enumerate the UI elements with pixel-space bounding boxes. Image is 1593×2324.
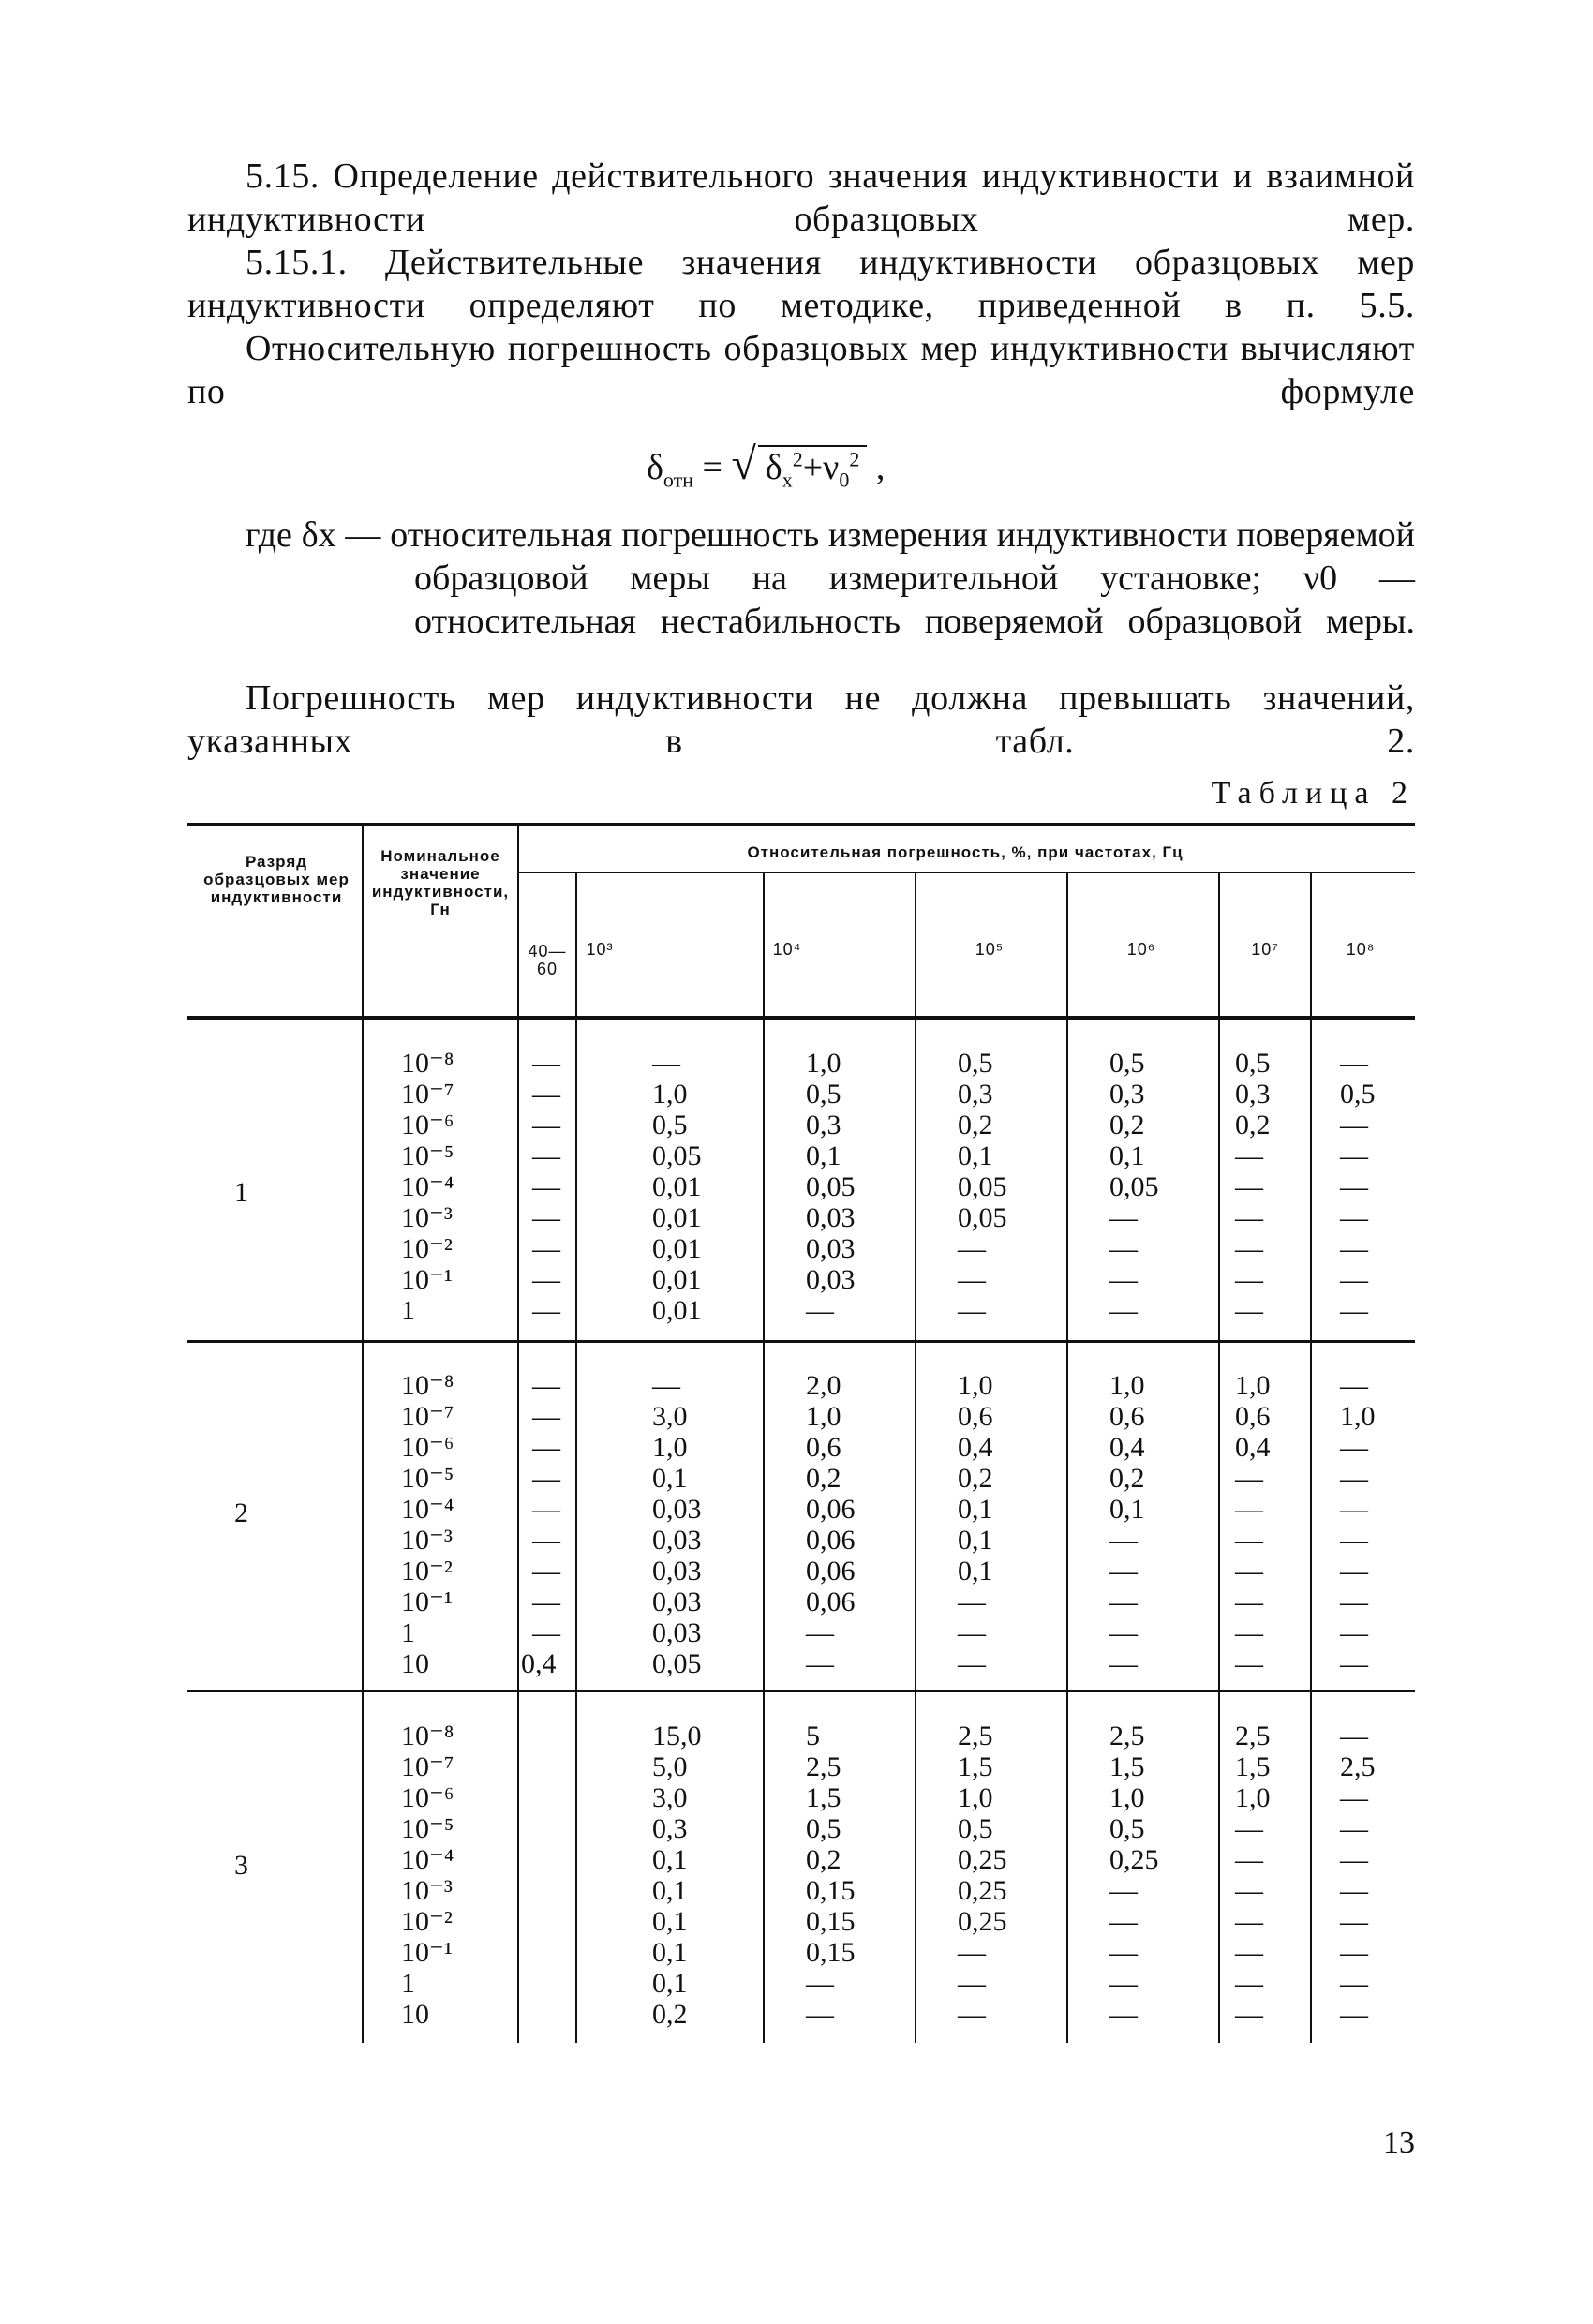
g2-f1e3-7: 0,03 xyxy=(652,1587,702,1617)
g3-f1e6-3: 0,5 xyxy=(1109,1813,1145,1844)
g2-f40-0: — xyxy=(532,1370,560,1401)
vrule-1 xyxy=(362,825,364,2043)
g3-f1e7-1: 1,5 xyxy=(1235,1751,1271,1782)
header-freq-1e7: 10⁷ xyxy=(1251,940,1279,959)
g3-nominal-5: 10⁻³ xyxy=(401,1875,453,1906)
g2-f1e8-0: — xyxy=(1340,1370,1368,1401)
g2-f1e5-7: — xyxy=(958,1587,986,1617)
g3-f1e7-col xyxy=(1235,1721,1271,2030)
g3-f1e7-7: — xyxy=(1235,1937,1263,1968)
g3-f1e5-1: 1,5 xyxy=(958,1751,993,1782)
g3-f1e8-5: — xyxy=(1340,1875,1368,1906)
g2-f1e3-6: 0,03 xyxy=(652,1556,702,1587)
g2-f1e4-0: 2,0 xyxy=(806,1370,841,1401)
g3-f1e8-7: — xyxy=(1340,1937,1368,1968)
g1-f1e6-3: 0,1 xyxy=(1109,1140,1145,1171)
formula-plus: + xyxy=(802,448,824,487)
g1-f1e3-5: 0,01 xyxy=(652,1202,702,1233)
g2-f1e8-3: — xyxy=(1340,1463,1368,1494)
g3-f1e5-2: 1,0 xyxy=(958,1782,993,1813)
g2-f1e8-7: — xyxy=(1340,1587,1368,1617)
g1-f1e8-4: — xyxy=(1340,1171,1368,1202)
g1-nominal-5: 10⁻³ xyxy=(401,1202,453,1233)
g1-nominal-0: 10⁻⁸ xyxy=(401,1048,454,1079)
g1-f1e5-0: 0,5 xyxy=(958,1048,993,1079)
g2-nominal-9: 10 xyxy=(401,1648,429,1679)
g3-f1e4-col xyxy=(806,1721,856,2030)
g2-f1e7-5: — xyxy=(1235,1525,1263,1556)
header-freq-1e8: 10⁸ xyxy=(1346,940,1376,959)
g3-f1e7-9: — xyxy=(1235,1999,1263,2030)
g2-f1e4-6: 0,06 xyxy=(806,1556,856,1587)
g1-f1e8-3: — xyxy=(1340,1140,1368,1171)
g2-f1e5-3: 0,2 xyxy=(958,1463,993,1494)
g3-f1e5-8: — xyxy=(958,1968,986,1999)
g2-f1e4-col xyxy=(806,1370,856,1679)
g1-f1e3-4: 0,01 xyxy=(652,1171,702,1202)
g3-f1e3-1: 5,0 xyxy=(652,1751,688,1782)
g3-nominal-6: 10⁻² xyxy=(401,1906,453,1937)
g2-f1e4-5: 0,06 xyxy=(806,1525,856,1556)
formula-root-sign: √ xyxy=(731,439,756,489)
g2-f40-7: — xyxy=(532,1587,560,1617)
g1-f1e5-2: 0,2 xyxy=(958,1110,993,1140)
g3-f1e8-6: — xyxy=(1340,1906,1368,1937)
g1-f1e5-5: 0,05 xyxy=(958,1202,1007,1233)
g3-nominal-0: 10⁻⁸ xyxy=(401,1721,454,1751)
g1-nominal-2: 10⁻⁶ xyxy=(401,1110,454,1140)
g1-f40-1: — xyxy=(532,1079,560,1110)
header-freq-1e6: 10⁶ xyxy=(1126,940,1156,959)
g1-f1e5-8: — xyxy=(958,1295,986,1326)
g3-f1e6-8: — xyxy=(1109,1968,1138,1999)
g2-f1e3-col xyxy=(652,1370,702,1679)
g2-f1e7-6: — xyxy=(1235,1556,1263,1587)
g3-f1e7-5: — xyxy=(1235,1875,1263,1906)
g2-f1e5-col xyxy=(958,1370,993,1679)
g3-f1e5-4: 0,25 xyxy=(958,1844,1007,1875)
g2-nominal-8: 1 xyxy=(401,1617,415,1648)
vrule-3 xyxy=(575,873,577,2043)
g2-f1e3-2: 1,0 xyxy=(652,1432,688,1463)
g3-f1e8-2: — xyxy=(1340,1782,1368,1813)
g1-f1e8-8: — xyxy=(1340,1295,1368,1326)
g2-nominal-0: 10⁻⁸ xyxy=(401,1370,454,1401)
g1-f1e7-3: — xyxy=(1235,1140,1263,1171)
g2-f1e7-9: — xyxy=(1235,1648,1263,1679)
g2-f40-9: 0,4 xyxy=(521,1648,557,1679)
g2-f1e8-4: — xyxy=(1340,1494,1368,1525)
formula-equals: = xyxy=(702,448,722,487)
g3-f1e3-9: 0,2 xyxy=(652,1999,688,2030)
g1-f1e8-1: 0,5 xyxy=(1340,1079,1376,1110)
g1-f1e4-7: 0,03 xyxy=(806,1264,856,1295)
g2-f1e3-0: — xyxy=(652,1370,680,1401)
g3-f1e7-8: — xyxy=(1235,1968,1263,1999)
g2-f1e7-0: 1,0 xyxy=(1235,1370,1271,1401)
vrule-7 xyxy=(1218,873,1220,2043)
g2-f40-2: — xyxy=(532,1432,560,1463)
g3-f1e6-col xyxy=(1109,1721,1159,2030)
g1-f1e7-2: 0,2 xyxy=(1235,1110,1271,1140)
g1-f1e3-0: — xyxy=(652,1048,680,1079)
g1-f1e7-4: — xyxy=(1235,1171,1263,1202)
g3-f1e4-0: 5 xyxy=(806,1721,820,1751)
g2-f1e3-8: 0,03 xyxy=(652,1617,702,1648)
g1-f40-6: — xyxy=(532,1233,560,1264)
g3-nominal-3: 10⁻⁵ xyxy=(401,1813,454,1844)
g3-f1e4-2: 1,5 xyxy=(806,1782,841,1813)
g2-f1e4-2: 0,6 xyxy=(806,1432,841,1463)
rank-1-label: 1 xyxy=(234,1177,248,1208)
header-rank: Разряд образцовых мер индуктивности xyxy=(203,853,350,906)
g3-nominal-9: 10 xyxy=(401,1999,429,2030)
g1-nominal-col xyxy=(401,1048,454,1326)
g1-nominal-3: 10⁻⁵ xyxy=(401,1140,454,1171)
g1-f1e6-5: — xyxy=(1109,1202,1138,1233)
g1-nominal-4: 10⁻⁴ xyxy=(401,1171,454,1202)
text-block xyxy=(187,155,1415,413)
rank-3-label: 3 xyxy=(234,1850,248,1881)
g2-f1e5-8: — xyxy=(958,1617,986,1648)
g2-f1e4-8: — xyxy=(806,1617,834,1648)
text-block-2 xyxy=(187,677,1415,763)
g1-f1e4-6: 0,03 xyxy=(806,1233,856,1264)
g1-f1e3-6: 0,01 xyxy=(652,1233,702,1264)
g2-f1e3-1: 3,0 xyxy=(652,1401,688,1432)
g2-f40-8: — xyxy=(532,1617,560,1648)
g2-f1e4-9: — xyxy=(806,1648,834,1679)
g2-f40-col xyxy=(521,1370,560,1679)
g2-f1e5-4: 0,1 xyxy=(958,1494,993,1525)
header-freq-1e4: 10⁴ xyxy=(772,940,802,959)
g1-f1e4-col xyxy=(806,1048,856,1326)
group2-bottom-rule xyxy=(187,1690,1415,1692)
g1-f1e8-col xyxy=(1340,1048,1376,1326)
g1-f1e6-6: — xyxy=(1109,1233,1138,1264)
group-header-rule xyxy=(517,872,1415,873)
g3-f1e4-9: — xyxy=(806,1999,834,2030)
g2-f1e8-9: — xyxy=(1340,1648,1368,1679)
paragraph-5-15-1: 5.15.1. Действительные значения индуктивности образцовых мер индуктивности определяют по методике, приведенной в п. 5.5. xyxy=(187,243,1415,325)
g3-f1e5-3: 0,5 xyxy=(958,1813,993,1844)
g1-f1e6-8: — xyxy=(1109,1295,1138,1326)
g2-f1e8-6: — xyxy=(1340,1556,1368,1587)
paragraph-5-15: 5.15. Определение действительного значения индуктивности и взаимной индуктивности образцовых мер. xyxy=(187,156,1415,239)
g1-f40-8: — xyxy=(532,1295,560,1326)
g1-f1e6-7: — xyxy=(1109,1264,1138,1295)
g3-f1e8-3: — xyxy=(1340,1813,1368,1844)
g3-f1e4-4: 0,2 xyxy=(806,1844,841,1875)
g3-f1e8-1: 2,5 xyxy=(1340,1751,1376,1782)
g3-f1e5-col xyxy=(958,1721,1007,2030)
g2-nominal-2: 10⁻⁶ xyxy=(401,1432,454,1463)
rank-2-label: 2 xyxy=(234,1497,248,1528)
g3-f1e6-6: — xyxy=(1109,1906,1138,1937)
g2-f1e7-3: — xyxy=(1235,1463,1263,1494)
g3-f1e3-col xyxy=(652,1721,702,2030)
g1-nominal-6: 10⁻² xyxy=(401,1233,453,1264)
g3-f1e6-1: 1,5 xyxy=(1109,1751,1145,1782)
g1-f1e7-8: — xyxy=(1235,1295,1263,1326)
g1-f1e5-1: 0,3 xyxy=(958,1079,993,1110)
g2-f1e8-8: — xyxy=(1340,1617,1368,1648)
g1-f1e6-2: 0,2 xyxy=(1109,1110,1145,1140)
g1-f1e4-3: 0,1 xyxy=(806,1140,841,1171)
formula-b-sub: 0 xyxy=(839,468,850,492)
g3-f1e4-8: — xyxy=(806,1968,834,1999)
g2-f1e4-4: 0,06 xyxy=(806,1494,856,1525)
where-text: где δx — относительная погрешность измерения индуктивности поверяемой образцовой меры на измерительной установке; ν0 — относительная нестабильность поверяемой образцовой меры. xyxy=(246,515,1415,641)
g3-f1e8-col xyxy=(1340,1721,1376,2030)
header-freq-40-60: 40—60 xyxy=(528,942,567,978)
g3-f1e6-4: 0,25 xyxy=(1109,1844,1159,1875)
page-number: 13 xyxy=(1383,2125,1415,2160)
g1-f1e6-0: 0,5 xyxy=(1109,1048,1145,1079)
g2-nominal-col xyxy=(401,1370,454,1679)
formula-a-sub: x xyxy=(782,468,793,492)
g1-f1e7-col xyxy=(1235,1048,1271,1326)
g1-f1e5-6: — xyxy=(958,1233,986,1264)
g2-f1e3-5: 0,03 xyxy=(652,1525,702,1556)
g2-f40-6: — xyxy=(532,1556,560,1587)
g1-f1e4-8: — xyxy=(806,1295,834,1326)
g1-f1e4-1: 0,5 xyxy=(806,1079,841,1110)
g3-nominal-2: 10⁻⁶ xyxy=(401,1782,454,1813)
g2-f1e5-0: 1,0 xyxy=(958,1370,993,1401)
g2-f1e7-7: — xyxy=(1235,1587,1263,1617)
g3-f1e3-3: 0,3 xyxy=(652,1813,688,1844)
g3-nominal-col xyxy=(401,1721,454,2030)
formula-a: δ xyxy=(765,448,782,487)
g2-f40-4: — xyxy=(532,1494,560,1525)
g3-f1e3-0: 15,0 xyxy=(652,1721,702,1751)
g2-f1e6-6: — xyxy=(1109,1556,1138,1587)
g1-f1e6-4: 0,05 xyxy=(1109,1171,1159,1202)
g1-f1e7-7: — xyxy=(1235,1264,1263,1295)
g2-f1e8-1: 1,0 xyxy=(1340,1401,1376,1432)
g1-f1e4-5: 0,03 xyxy=(806,1202,856,1233)
formula-lhs: δ xyxy=(647,448,663,487)
g3-f1e5-5: 0,25 xyxy=(958,1875,1007,1906)
g3-nominal-7: 10⁻¹ xyxy=(401,1937,453,1968)
g1-f1e4-0: 1,0 xyxy=(806,1048,841,1079)
g1-f40-7: — xyxy=(532,1264,560,1295)
g1-f40-3: — xyxy=(532,1140,560,1171)
g2-f1e6-9: — xyxy=(1109,1648,1138,1679)
g2-f1e6-4: 0,1 xyxy=(1109,1494,1145,1525)
g2-f40-3: — xyxy=(532,1463,560,1494)
g1-nominal-1: 10⁻⁷ xyxy=(401,1079,454,1110)
g3-f1e7-2: 1,0 xyxy=(1235,1782,1271,1813)
g1-f1e7-5: — xyxy=(1235,1202,1263,1233)
g1-f40-2: — xyxy=(532,1110,560,1140)
g1-f1e3-2: 0,5 xyxy=(652,1110,688,1140)
header-bottom-rule xyxy=(187,1016,1415,1020)
header-nominal: Номинальное значение индуктивности, Гн xyxy=(371,847,510,918)
g2-f1e4-7: 0,06 xyxy=(806,1587,856,1617)
g2-f1e6-3: 0,2 xyxy=(1109,1463,1145,1494)
g3-f1e6-7: — xyxy=(1109,1937,1138,1968)
g1-f1e6-1: 0,3 xyxy=(1109,1079,1145,1110)
vrule-4 xyxy=(763,873,765,2043)
g1-f1e4-2: 0,3 xyxy=(806,1110,841,1140)
g3-f1e5-7: — xyxy=(958,1937,986,1968)
g3-f1e3-2: 3,0 xyxy=(652,1782,688,1813)
g3-f1e3-8: 0,1 xyxy=(652,1968,688,1999)
g2-f1e6-8: — xyxy=(1109,1617,1138,1648)
g1-f1e6-col xyxy=(1109,1048,1159,1326)
g2-f1e6-2: 0,4 xyxy=(1109,1432,1145,1463)
g3-f1e4-5: 0,15 xyxy=(806,1875,856,1906)
table-2 xyxy=(187,823,1415,2041)
g3-f1e5-9: — xyxy=(958,1999,986,2030)
paragraph-relative-error: Относительную погрешность образцовых мер индуктивности вычисляют по формуле xyxy=(187,329,1415,411)
g2-f1e3-9: 0,05 xyxy=(652,1648,702,1679)
g3-f1e3-5: 0,1 xyxy=(652,1875,688,1906)
g2-f40-1: — xyxy=(532,1401,560,1432)
g3-f1e3-7: 0,1 xyxy=(652,1937,688,1968)
g3-f1e6-9: — xyxy=(1109,1999,1138,2030)
header-group: Относительная погрешность, %, при частотах, Гц xyxy=(747,843,1184,861)
g1-f1e5-7: — xyxy=(958,1264,986,1295)
formula-a-sup: 2 xyxy=(792,447,803,471)
g3-f1e3-4: 0,1 xyxy=(652,1844,688,1875)
g3-f1e6-2: 1,0 xyxy=(1109,1782,1145,1813)
g3-f1e6-0: 2,5 xyxy=(1109,1721,1145,1751)
formula-radicand xyxy=(758,445,868,493)
formula-b-sup: 2 xyxy=(849,447,860,471)
g2-f1e4-3: 0,2 xyxy=(806,1463,841,1494)
formula-lhs-sub: отн xyxy=(663,468,694,492)
g1-f1e8-0: — xyxy=(1340,1048,1368,1079)
g2-f1e3-3: 0,1 xyxy=(652,1463,688,1494)
formula xyxy=(647,439,885,493)
g1-nominal-8: 1 xyxy=(401,1295,415,1326)
g2-f1e7-1: 0,6 xyxy=(1235,1401,1271,1432)
g2-f1e3-4: 0,03 xyxy=(652,1494,702,1525)
g1-f1e8-6: — xyxy=(1340,1233,1368,1264)
vrule-5 xyxy=(915,873,916,2043)
g2-f1e8-col xyxy=(1340,1370,1376,1679)
g2-f1e6-col xyxy=(1109,1370,1145,1679)
g2-f1e5-6: 0,1 xyxy=(958,1556,993,1587)
g1-f40-4: — xyxy=(532,1171,560,1202)
g2-f1e8-5: — xyxy=(1340,1525,1368,1556)
g2-f1e7-4: — xyxy=(1235,1494,1263,1525)
vrule-2 xyxy=(517,825,519,2043)
g3-f1e7-4: — xyxy=(1235,1844,1263,1875)
g2-f1e6-0: 1,0 xyxy=(1109,1370,1145,1401)
g1-f40-5: — xyxy=(532,1202,560,1233)
header-freq-1e3: 10³ xyxy=(586,940,614,959)
where-clause xyxy=(246,514,1415,643)
g2-f1e4-1: 1,0 xyxy=(806,1401,841,1432)
g3-f1e8-8: — xyxy=(1340,1968,1368,1999)
table-top-rule xyxy=(187,823,1415,826)
g1-f1e8-5: — xyxy=(1340,1202,1368,1233)
g1-f1e5-3: 0,1 xyxy=(958,1140,993,1171)
paragraph-limit: Погрешность мер индуктивности не должна превышать значений, указанных в табл. 2. xyxy=(187,678,1415,761)
g2-f1e5-5: 0,1 xyxy=(958,1525,993,1556)
g1-f1e7-1: 0,3 xyxy=(1235,1079,1271,1110)
g3-f1e7-0: 2,5 xyxy=(1235,1721,1271,1751)
g3-f1e5-0: 2,5 xyxy=(958,1721,993,1751)
g3-f1e8-0: — xyxy=(1340,1721,1368,1751)
header-freq-1e5: 10⁵ xyxy=(975,940,1005,959)
g3-f1e6-5: — xyxy=(1109,1875,1138,1906)
g1-f1e7-0: 0,5 xyxy=(1235,1048,1271,1079)
g1-f1e3-1: 1,0 xyxy=(652,1079,688,1110)
g1-f1e4-4: 0,05 xyxy=(806,1171,856,1202)
g2-nominal-6: 10⁻² xyxy=(401,1556,453,1587)
formula-comma: , xyxy=(875,448,886,487)
g1-f1e3-8: 0,01 xyxy=(652,1295,702,1326)
vrule-8 xyxy=(1310,873,1312,2043)
group1-bottom-rule xyxy=(187,1340,1415,1343)
g2-nominal-3: 10⁻⁵ xyxy=(401,1463,454,1494)
g1-f1e8-7: — xyxy=(1340,1264,1368,1295)
vrule-6 xyxy=(1066,873,1068,2043)
formula-b: ν xyxy=(823,448,840,487)
g1-f1e8-2: — xyxy=(1340,1110,1368,1140)
g1-f40-col xyxy=(532,1048,560,1326)
g2-f1e5-9: — xyxy=(958,1648,986,1679)
g3-f1e4-6: 0,15 xyxy=(806,1906,856,1937)
g3-nominal-8: 1 xyxy=(401,1968,415,1999)
g1-f1e5-4: 0,05 xyxy=(958,1171,1007,1202)
g3-f1e3-6: 0,1 xyxy=(652,1906,688,1937)
g3-f1e8-4: — xyxy=(1340,1844,1368,1875)
g2-f1e8-2: — xyxy=(1340,1432,1368,1463)
g3-nominal-1: 10⁻⁷ xyxy=(401,1751,454,1782)
g3-f1e7-3: — xyxy=(1235,1813,1263,1844)
g2-f1e7-8: — xyxy=(1235,1617,1263,1648)
g2-f1e7-col xyxy=(1235,1370,1271,1679)
g2-f1e6-7: — xyxy=(1109,1587,1138,1617)
g2-nominal-7: 10⁻¹ xyxy=(401,1587,453,1617)
g3-f1e7-6: — xyxy=(1235,1906,1263,1937)
g1-f1e7-6: — xyxy=(1235,1233,1263,1264)
g2-f1e6-5: — xyxy=(1109,1525,1138,1556)
g1-f40-0: — xyxy=(532,1048,560,1079)
g3-f1e4-7: 0,15 xyxy=(806,1937,856,1968)
g2-nominal-5: 10⁻³ xyxy=(401,1525,453,1556)
g2-f1e5-1: 0,6 xyxy=(958,1401,993,1432)
g3-f1e4-1: 2,5 xyxy=(806,1751,841,1782)
g1-f1e3-7: 0,01 xyxy=(652,1264,702,1295)
g2-f40-5: — xyxy=(532,1525,560,1556)
g3-nominal-4: 10⁻⁴ xyxy=(401,1844,454,1875)
g2-f1e6-1: 0,6 xyxy=(1109,1401,1145,1432)
g2-f1e5-2: 0,4 xyxy=(958,1432,993,1463)
g1-f1e3-3: 0,05 xyxy=(652,1140,702,1171)
g3-f1e8-9: — xyxy=(1340,1999,1368,2030)
g2-f1e7-2: 0,4 xyxy=(1235,1432,1271,1463)
g2-nominal-1: 10⁻⁷ xyxy=(401,1401,454,1432)
g3-f1e4-3: 0,5 xyxy=(806,1813,841,1844)
g1-nominal-7: 10⁻¹ xyxy=(401,1264,453,1295)
g1-f1e3-col xyxy=(652,1048,702,1326)
g3-f1e5-6: 0,25 xyxy=(958,1906,1007,1937)
g2-nominal-4: 10⁻⁴ xyxy=(401,1494,454,1525)
g1-f1e5-col xyxy=(958,1048,1007,1326)
table-caption: Таблица 2 xyxy=(1211,776,1415,811)
